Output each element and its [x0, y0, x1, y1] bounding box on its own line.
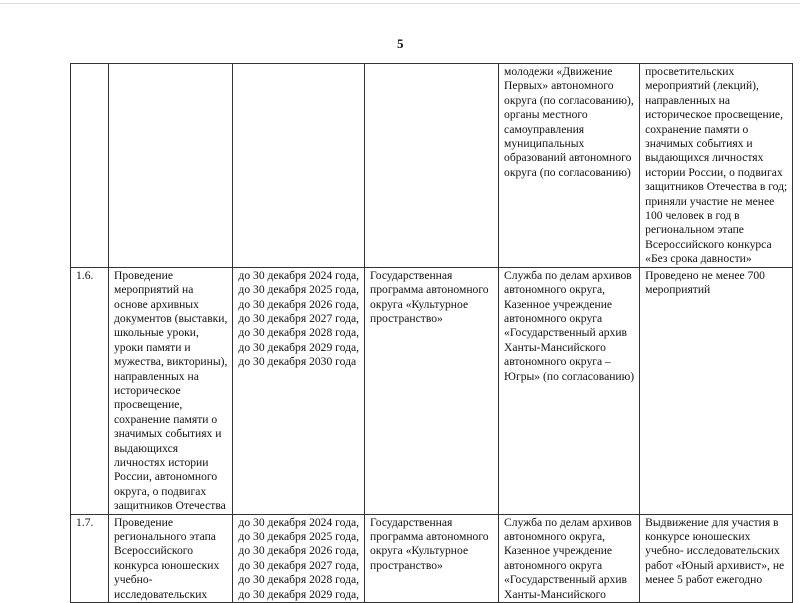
cell-expected-result — [640, 514, 793, 602]
cell-text-line: документов (выставки, — [114, 311, 228, 325]
cell-item-number — [71, 514, 109, 602]
cell-text-line: 1.6. — [76, 268, 94, 282]
cell-text-line: пространство» — [370, 558, 443, 572]
cell-text-line: до 30 декабря 2024 года, — [238, 268, 360, 282]
cell-text-line: Служба по делам архивов — [504, 515, 632, 529]
cell-text-line: сохранение памяти о — [645, 122, 749, 136]
cell-text-line: Первых» автономного — [504, 79, 614, 93]
cell-text-line: до 30 декабря 2024 года, — [238, 515, 360, 529]
cell-text-line: автономного округа, — [504, 283, 606, 297]
cell-text-line: мужества, викторины), — [114, 355, 228, 369]
cell-text-line: сохранение памяти о — [114, 412, 218, 426]
cell-text-line: просветительских — [645, 65, 735, 78]
cell-text-line: мероприятий на — [114, 283, 194, 297]
cell-text-line: менее 5 работ ежегодно — [645, 573, 763, 587]
cell-text-line: Казенное учреждение — [504, 297, 613, 311]
cell-text-line: до 30 декабря 2027 года, — [238, 311, 360, 325]
cell-deadline — [233, 514, 365, 602]
cell-responsible — [499, 64, 640, 268]
cell-text-line: основе архивных — [114, 297, 199, 311]
cell-text-line: Всероссийского конкурса — [645, 237, 772, 251]
cell-text-line: учебно- — [114, 573, 153, 587]
cell-funding-source — [365, 64, 499, 268]
cell-text-line: Проведено не менее 700 — [645, 268, 765, 282]
cell-text-line: округа (по согласованию), — [504, 93, 634, 107]
cell-text-line: значимых событиях и — [114, 427, 222, 441]
cell-deadline — [233, 267, 365, 514]
cell-text-line: конкурсе юношеских — [645, 530, 751, 543]
cell-text-line: просвещение, — [114, 398, 183, 412]
cell-text-line: округа «Культурное — [370, 544, 469, 558]
scan-edge-line — [0, 3, 800, 4]
cell-text-line: выдающихся — [114, 441, 179, 455]
cell-text-line: до 30 декабря 2028 года, — [238, 326, 360, 340]
cell-text-line: до 30 декабря 2026 года, — [238, 544, 360, 558]
cell-responsible — [499, 267, 640, 514]
cell-text-line: историческое — [114, 383, 181, 397]
cell-text-line: до 30 декабря 2029 года, — [238, 587, 360, 601]
cell-expected-result — [640, 267, 793, 514]
cell-expected-result — [640, 64, 793, 268]
cell-text-line: Государственная — [370, 268, 453, 282]
cell-text-line: программа автономного — [370, 283, 489, 297]
cell-responsible — [499, 514, 640, 602]
cell-text-line: защитников Отечества — [114, 499, 226, 513]
table-row — [71, 514, 793, 602]
cell-text-line: Ханты-Мансийского — [504, 340, 606, 354]
cell-text-line: органы местного — [504, 108, 588, 122]
cell-text-line: до 30 декабря 2026 года, — [238, 297, 360, 311]
cell-deadline — [233, 64, 365, 268]
table-row — [71, 267, 793, 514]
cell-text-line: выдающихся личностях — [645, 151, 764, 165]
cell-text-line: Выдвижение для участия в — [645, 515, 779, 529]
cell-text-line: до 30 декабря 2027 года, — [238, 558, 360, 572]
cell-text-line: молодежи «Движение — [504, 65, 613, 78]
cell-text-line: муниципальных — [504, 137, 585, 151]
page-number: 5 — [397, 36, 404, 51]
cell-text-line: до 30 декабря 2028 года, — [238, 573, 360, 587]
cell-text-line: мероприятий (лекций), — [645, 79, 759, 93]
cell-text-line: учебно- исследовательских — [645, 544, 780, 558]
cell-text-line: до 30 декабря 2025 года, — [238, 283, 360, 297]
cell-text-line: Государственная — [370, 515, 453, 529]
cell-text-line: работ «Юный архивист», не — [645, 558, 785, 572]
cell-text-line: образований автономного — [504, 151, 632, 165]
cell-text-line: истории России, о подвигах — [645, 165, 783, 179]
cell-text-line: Казенное учреждение — [504, 544, 613, 558]
cell-text-line: личностях истории — [114, 455, 209, 469]
cell-text-line: автономного округа, — [504, 530, 606, 543]
cell-text-line: приняли участие не менее — [645, 194, 775, 208]
cell-text-line: до 30 декабря 2029 года, — [238, 340, 360, 354]
cell-text-line: Ханты-Мансийского — [504, 587, 606, 601]
cell-text-line: Проведение — [114, 515, 173, 529]
cell-text-line: округа (по согласованию) — [504, 165, 631, 179]
cell-text-line: Всероссийского — [114, 544, 193, 558]
cell-item-number — [71, 64, 109, 268]
cell-text-line: исследовательских — [114, 587, 208, 601]
cell-text-line: пространство» — [370, 311, 443, 325]
cell-text-line: историческое просвещение, — [645, 108, 783, 122]
cell-text-line: автономного округа — [504, 311, 603, 325]
cell-funding-source — [365, 267, 499, 514]
cell-funding-source — [365, 514, 499, 602]
cell-text-line: «Без срока давности» — [645, 252, 752, 266]
cell-text-line: автономного округа – — [504, 355, 611, 369]
cell-text-line: до 30 декабря 2025 года, — [238, 530, 360, 543]
plan-table — [70, 63, 793, 603]
cell-text-line: Проведение — [114, 268, 173, 282]
cell-activity — [109, 514, 233, 602]
cell-text-line: 100 человек в год в — [645, 209, 740, 223]
cell-text-line: программа автономного — [370, 530, 489, 543]
cell-text-line: автономного округа — [504, 558, 603, 572]
cell-text-line: значимых событиях и — [645, 137, 753, 151]
cell-text-line: России, автономного — [114, 470, 218, 484]
cell-activity — [109, 267, 233, 514]
cell-text-line: мероприятий — [645, 283, 711, 297]
cell-text-line: «Государственный архив — [504, 573, 627, 587]
cell-text-line: региональном этапе — [645, 223, 744, 237]
cell-text-line: защитников Отечества в год; — [645, 180, 788, 194]
cell-activity — [109, 64, 233, 268]
cell-text-line: Служба по делам архивов — [504, 268, 632, 282]
cell-text-line: 1.7. — [76, 515, 94, 529]
cell-text-line: конкурса юношеских — [114, 558, 220, 572]
cell-text-line: до 30 декабря 2030 года — [238, 355, 357, 369]
cell-text-line: направленных на — [114, 369, 199, 383]
cell-text-line: Югры» (по согласованию) — [504, 369, 635, 383]
cell-text-line: «Государственный архив — [504, 326, 627, 340]
cell-text-line: самоуправления — [504, 122, 585, 136]
cell-text-line: школьные уроки, — [114, 326, 199, 340]
cell-text-line: округа «Культурное — [370, 297, 469, 311]
cell-text-line: направленных на — [645, 93, 730, 107]
cell-item-number — [71, 267, 109, 514]
cell-text-line: округа, о подвигах — [114, 484, 207, 498]
table-row — [71, 64, 793, 268]
cell-text-line: регионального этапа — [114, 530, 216, 543]
cell-text-line: уроки памяти и — [114, 340, 191, 354]
